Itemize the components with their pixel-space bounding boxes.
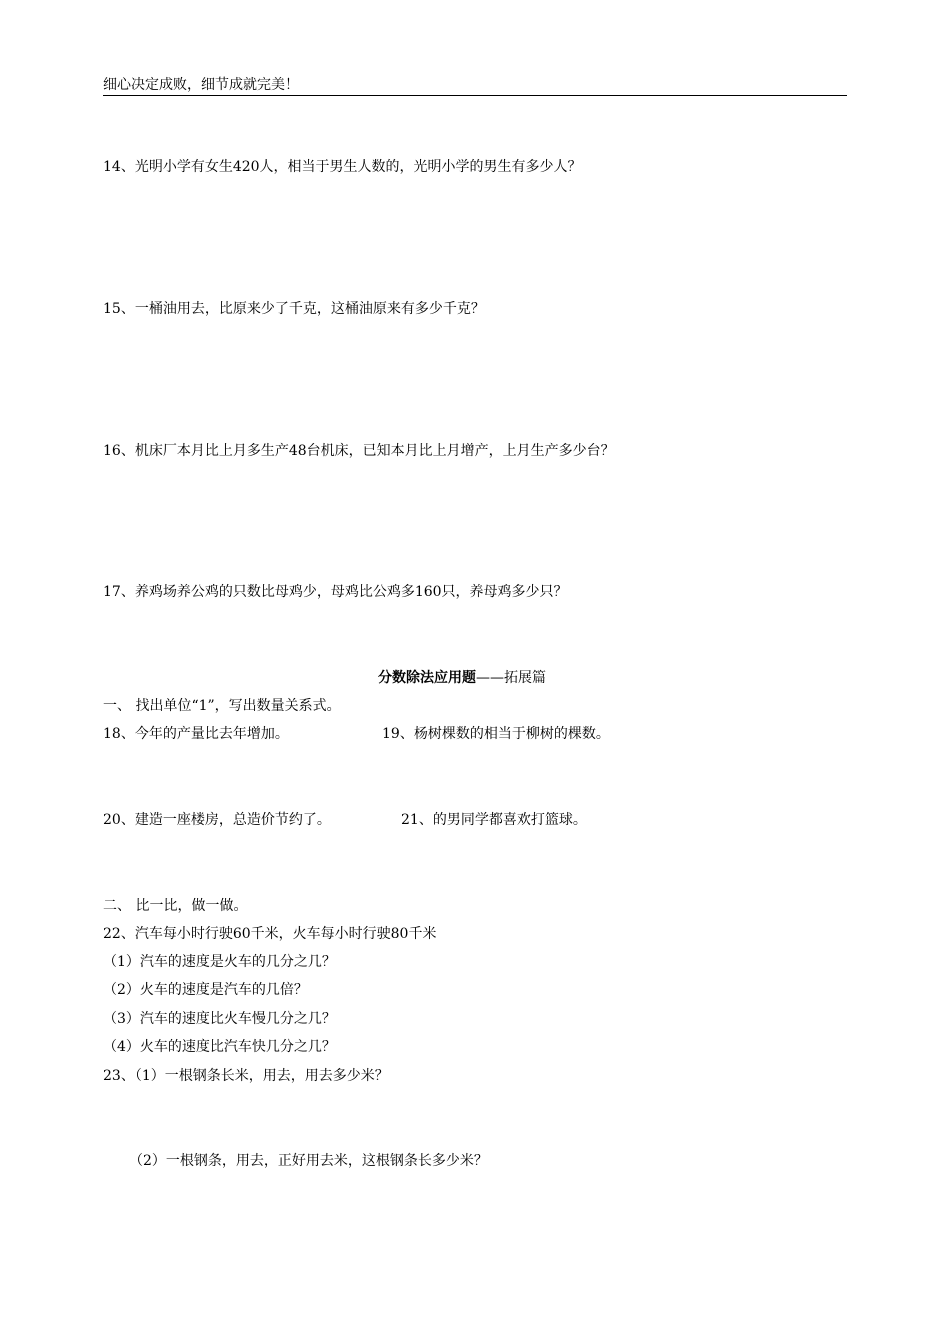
section-title-bold: 分数除法应用题 (378, 670, 476, 686)
problem-23-2: （2）一根钢条，用去，正好用去米，这根钢条长多少米？ (129, 1153, 488, 1169)
problem-14: 14、光明小学有女生420人，相当于男生人数的，光明小学的男生有多少人？ (103, 159, 582, 175)
problem-16: 16、机床厂本月比上月多生产48台机床，已知本月比上月增产，上月生产多少台？ (103, 443, 615, 459)
problem-22-sub-4: （4）火车的速度比汽车快几分之几？ (103, 1039, 336, 1055)
problem-17: 17、养鸡场养公鸡的只数比母鸡少，母鸡比公鸡多160只，养母鸡多少只？ (103, 584, 568, 600)
problem-22-sub-1: （1）汽车的速度是火车的几分之几？ (103, 954, 336, 970)
problem-15: 15、一桶油用去，比原来少了千克，这桶油原来有多少千克？ (103, 301, 485, 317)
problem-20: 20、建造一座楼房，总造价节约了。 (103, 812, 331, 828)
problem-22-sub-3: （3）汽车的速度比火车慢几分之几？ (103, 1011, 336, 1027)
section-title-rest: ——拓展篇 (476, 670, 546, 686)
problem-22-sub-2: （2）火车的速度是汽车的几倍？ (103, 982, 308, 998)
header-rule (103, 95, 847, 96)
part2-heading: 二、 比一比，做一做。 (103, 898, 248, 914)
section-title (378, 669, 546, 687)
problem-22: 22、汽车每小时行驶60千米，火车每小时行驶80千米 (103, 926, 437, 942)
problem-19: 19、杨树棵数的相当于柳树的棵数。 (382, 726, 610, 742)
problem-23-1: 23、（1）一根钢条长米，用去，用去多少米？ (103, 1068, 389, 1084)
problem-21: 21、的男同学都喜欢打篮球。 (401, 812, 587, 828)
problem-18: 18、今年的产量比去年增加。 (103, 726, 289, 742)
part1-heading: 一、 找出单位“1”，写出数量关系式。 (103, 698, 341, 714)
header-motto: 细心决定成败，细节成就完美！ (103, 77, 299, 93)
